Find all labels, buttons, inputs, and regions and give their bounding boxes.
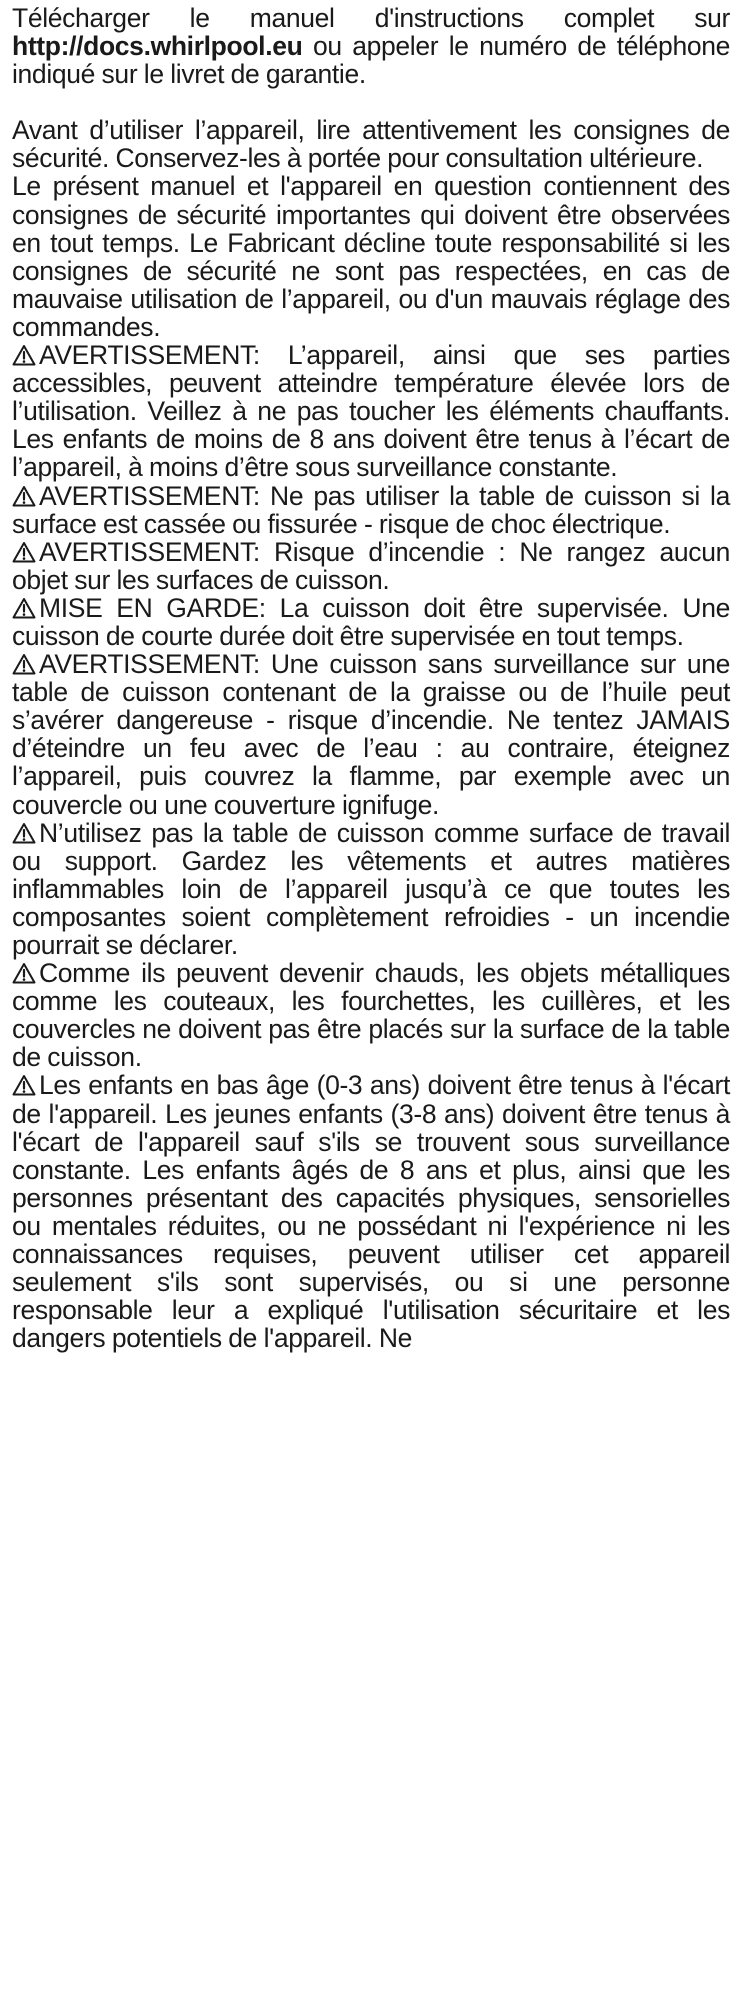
warning-triangle-icon: [12, 962, 36, 984]
warning-triangle-icon: [12, 822, 36, 844]
warning-text: Les enfants en bas âge (0-3 ans) doivent être tenus à l'écart de l'appareil. Les jeunes enfants (3-8 ans) doivent être tenus à l'écart de l'appareil sauf s'ils se trouvent sous surveillance constante. Les enfants âgés de 8 ans et plus, ainsi que les personnes présentant des capacités physiques, sensorielles ou mentales réduites, ou ne possédant ni l'expérience ni les connaissances requises, peuvent utiliser cet appareil seulement s'ils sont supervisés, ou si une personne responsable leur a expliqué l'utilisation sécuritaire et les dangers potentiels de l'appareil. Ne: [12, 1070, 730, 1354]
warning-text: AVERTISSEMENT: Une cuisson sans surveillance sur une table de cuisson contenant de la graisse ou de l’huile peut s’avérer dangereuse - risque d’incendie. Ne tentez JAMAIS d’éteindre un feu avec de l’eau : au contraire, éteignez l’appareil, puis couvrez la flamme, par exemple avec un couvercle ou une couverture ignifuge.: [12, 649, 730, 820]
document-page: [12, 4, 730, 1352]
warning-text: MISE EN GARDE: La cuisson doit être supervisée. Une cuisson de courte durée doit être supervisée en tout temps.: [12, 592, 730, 651]
warning-hot-surfaces: [12, 341, 730, 481]
read-instructions-paragraph: Avant d’utiliser l’appareil, lire attentivement les consignes de sécurité. Conservez-les à portée pour consultation ultérieure.: [12, 115, 730, 174]
warning-unattended-cooking: [12, 650, 730, 819]
warning-text: AVERTISSEMENT: Risque d’incendie : Ne rangez aucun objet sur les surfaces de cuisson.: [12, 536, 730, 595]
warning-triangle-icon: [12, 344, 36, 366]
warning-text: AVERTISSEMENT: Ne pas utiliser la table de cuisson si la surface est cassée ou fissurée - risque de choc électrique.: [12, 480, 730, 539]
warning-triangle-icon: [12, 653, 36, 675]
warning-text: N’utilisez pas la table de cuisson comme surface de travail ou support. Gardez les vêtements et autres matières inflammables loin de l’appareil jusqu’à ce que toutes les composantes soient complètement refroidies - un incendie pourrait se déclarer.: [12, 817, 730, 960]
caution-supervised-cooking: [12, 594, 730, 650]
warning-work-surface: [12, 819, 730, 959]
warning-text: Comme ils peuvent devenir chauds, les objets métalliques comme les couteaux, les fourchettes, les cuillères, et les couvercles ne doivent pas être placés sur la surface de la table de cuisson.: [12, 958, 730, 1073]
warning-cracked-surface: [12, 482, 730, 538]
docs-link[interactable]: http://docs.whirlpool.eu: [12, 31, 303, 62]
manufacturer-liability-paragraph: Le présent manuel et l'appareil en question contiennent des consignes de sécurité importantes qui doivent être observées en tout temps. Le Fabricant décline toute responsabilité si les consignes de sécurité ne sont pas respectées, en cas de mauvaise utilisation de l’appareil, ou d'un mauvais réglage des commandes.: [12, 171, 730, 342]
warning-metal-objects: [12, 959, 730, 1071]
warning-fire-risk: [12, 538, 730, 594]
warning-children: [12, 1071, 730, 1352]
paragraph-spacer: [12, 88, 730, 116]
download-notice-text: Télécharger le manuel d'instructions complet sur: [12, 3, 730, 33]
warning-triangle-icon: [12, 597, 36, 619]
download-notice-text-after: ou appeler le numéro de téléphone indiqué sur le livret de garantie.: [12, 31, 730, 90]
warning-text: AVERTISSEMENT: L’appareil, ainsi que ses parties accessibles, peuvent atteindre température élevée lors de l’utilisation. Veillez à ne pas toucher les éléments chauffants. Les enfants de moins de 8 ans doivent être tenus à l’écart de l’appareil, à moins d’être sous surveillance constante.: [12, 340, 730, 483]
warning-triangle-icon: [12, 1074, 36, 1096]
download-notice: [12, 4, 730, 88]
warning-triangle-icon: [12, 541, 36, 563]
warning-triangle-icon: [12, 485, 36, 507]
